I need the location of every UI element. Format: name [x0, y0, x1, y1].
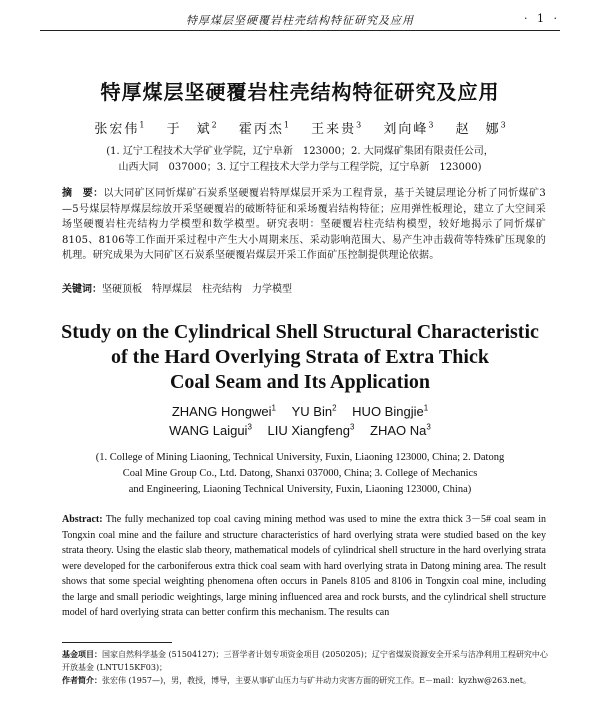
en-title-line: of the Hard Overlying Strata of Extra Thick: [111, 346, 489, 368]
english-authors: [0, 402, 600, 440]
author-footnote: [62, 674, 552, 687]
cn-author: 于 斌$^2$: [166, 120, 217, 137]
english-abstract: [62, 512, 546, 621]
en-affiliation-line: (1. College of Mining Liaoning, Technical University, Fuxin, Liaoning 123000, China; 2. Datong: [95, 452, 505, 463]
author-bio-text: 张宏伟 (1957—)，男，教授，博导，主要从事矿山压力与矿井动力灾害方面的研究工作。E－mail：kyzhw@263.net。: [102, 676, 531, 685]
en-authors-row: [0, 421, 600, 440]
funding-footnote: [62, 648, 552, 674]
en-title-line: Coal Seam and Its Application: [169, 371, 431, 393]
cn-author: 王来贵$^3$: [311, 120, 362, 137]
en-author: WANG Laigui$^3$: [169, 422, 252, 438]
chinese-affiliations: [80, 144, 520, 176]
cn-author: 张宏伟$^1$: [94, 120, 145, 137]
en-affiliation-line: and Engineering, Liaoning Technical University, Fuxin, Liaoning 123000, China): [128, 484, 472, 495]
author-bio-label: 作者简介：: [62, 675, 102, 685]
en-author: YU Bin$^2$: [291, 403, 337, 419]
footnotes: [62, 648, 552, 687]
en-abstract-text: The fully mechanized top coal caving mining method was used to mine the extra thick 3－5# coal seam in Tongxin coal mine and the failure and structure characteristics of hard overlying strata were studied based on the key strata theory. Using the elastic slab theory, mathematical models of cylindrical shell structure in the hard overlying strata were developed for the carboniferous extra thick coal seam with hard overlying strata in Datong mining area. The result shows that some special weighting phenomena often occurs in Panels 8105 and 8106 in Tongxin coal mine, including the large and small periodic weightings, large mining influenced area and rock bursts, and the cylindrical shell structure model of hard overlying strata can better confirm this mechanism. The results can: [62, 514, 546, 618]
en-authors-row: [0, 402, 600, 421]
english-title: [0, 320, 600, 395]
en-title-line: Study on the Cylindrical Shell Structural Characteristic: [61, 321, 539, 343]
cn-author: 赵 娜$^3$: [455, 120, 506, 137]
running-header: [40, 12, 560, 31]
en-author: ZHAO Na$^3$: [370, 422, 431, 438]
footnote-divider: [62, 642, 172, 643]
running-title: 特厚煤层坚硬覆岩柱壳结构特征研究及应用: [186, 14, 414, 27]
cn-affiliation-line: (1. 辽宁工程技术大学矿业学院，辽宁阜新 123000；2. 大同煤矿集团有限责任公司，: [106, 146, 494, 157]
chinese-keywords: [62, 280, 546, 295]
funding-text: 国家自然科学基金 (51504127)；三晋学者计划专项资金项目 (2050205)；辽宁省煤炭资源安全开采与洁净利用工程研究中心开放基金 (LNTU15KF03)；: [62, 650, 548, 672]
page-number: · 1 ·: [524, 12, 560, 25]
en-abstract-label: Abstract:: [62, 514, 103, 525]
chinese-title: 特厚煤层坚硬覆岩柱壳结构特征研究及应用: [100, 80, 500, 104]
funding-label: 基金项目：: [62, 649, 102, 659]
cn-affiliation-line: 山西大同 037000；3. 辽宁工程技术大学力学与工程学院，辽宁阜新 123000): [118, 162, 482, 173]
en-author: ZHANG Hongwei$^1$: [171, 403, 276, 419]
cn-abstract-label: 摘 要：: [62, 188, 104, 199]
cn-keywords-text: 坚硬顶板 特厚煤层 柱壳结构 力学模型: [102, 284, 292, 295]
english-affiliations: [74, 450, 526, 498]
cn-abstract-text: 以大同矿区同忻煤矿石炭系坚硬覆岩特厚煤层开采为工程背景，基于关键层理论分析了同忻煤矿3—5号煤层特厚煤层综放开采坚硬覆岩的破断特征和采场覆岩结构特征；应用弹性板理论，建立了大空间采场坚硬覆岩柱壳结构力学模型和数学模型。研究表明：坚硬覆岩柱壳结构模型，较好地揭示了同忻煤矿8105、8106等工作面开采过程中产生大小周期来压、采动影响范围大、易产生冲击载荷等特殊矿压现象的机理。研究成果为大同矿区石炭系坚硬覆岩煤层开采工作面矿压控制提供理论依据。: [62, 188, 546, 261]
cn-keywords-label: 关键词：: [62, 284, 102, 295]
cn-author: 霍丙杰$^1$: [238, 120, 289, 137]
chinese-abstract: [62, 186, 546, 264]
chinese-authors: [0, 118, 600, 137]
cn-author: 刘向峰$^3$: [383, 120, 434, 137]
en-author: HUO Bingjie$^1$: [352, 403, 429, 419]
en-author: LIU Xiangfeng$^3$: [267, 422, 355, 438]
en-affiliation-line: Coal Mine Group Co., Ltd. Datong, Shanxi 037000, China; 3. College of Mechanics: [122, 468, 478, 479]
